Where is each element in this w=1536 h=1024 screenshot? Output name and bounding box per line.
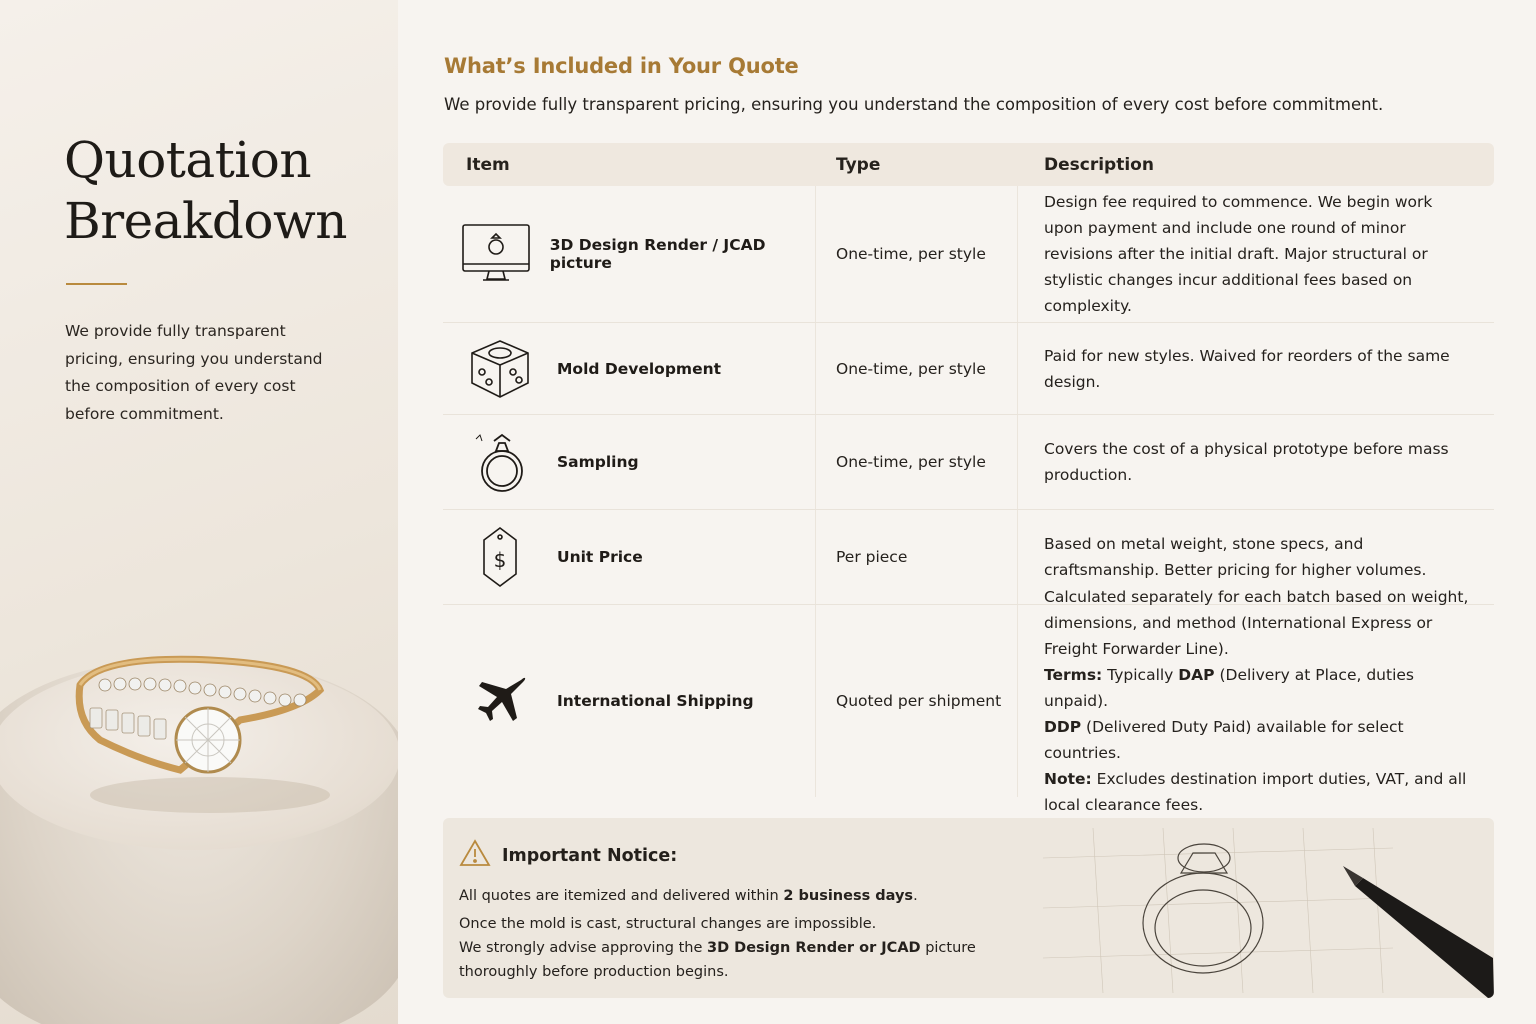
table-row — [443, 186, 1494, 323]
ring-photo — [60, 640, 360, 820]
notice-line-1-text: All quotes are itemized and delivered within — [459, 888, 784, 904]
notice-line-2: Once the mold is cast, structural changes are impossible. — [459, 916, 877, 932]
type-cell: Per piece — [816, 510, 1018, 604]
notice-line-1-bold: 2 business days — [783, 888, 914, 904]
svg-text:$: $ — [493, 548, 507, 572]
item-cell — [443, 323, 816, 414]
item-label: Sampling — [557, 453, 639, 471]
quote-table — [443, 143, 1494, 814]
dap-text: (Delivery at Place, duties unpaid). — [1044, 666, 1414, 710]
type-cell: One-time, per style — [816, 415, 1018, 509]
description-cell: Covers the cost of a physical prototype before mass production. — [1044, 440, 1449, 484]
ring-icon — [443, 431, 557, 493]
notice-line-1 — [459, 884, 979, 908]
section-subtitle: We provide fully transparent pricing, ensuring you understand the composition of every cost before commitment. — [444, 95, 1384, 114]
notice-line-3-text: We strongly advise approving the — [459, 940, 707, 956]
table-row — [443, 323, 1494, 415]
monitor-ring-icon — [443, 223, 550, 285]
notice-line-3-end: picture thoroughly before production begins. — [459, 940, 976, 980]
description-cell: Design fee required to commence. We begin work upon payment and include one round of minor revisions after the initial draft. Major structural or stylistic changes incur additional fees based on complexity. — [1044, 193, 1433, 315]
table-row — [443, 588, 1494, 814]
shipping-description: Calculated separately for each batch based on weight, dimensions, and method (International Express or Freight Forwarder Line). — [1044, 588, 1469, 658]
ring-sketch-illustration — [1033, 818, 1494, 998]
page-title — [64, 130, 384, 252]
notice-text — [459, 884, 979, 984]
notice-title: Important Notice: — [502, 846, 678, 866]
note-label: Note: — [1044, 770, 1092, 788]
dap-label: DAP — [1178, 666, 1215, 684]
item-label: International Shipping — [557, 692, 754, 710]
description-cell: Based on metal weight, stone specs, and craftsmanship. Better pricing for higher volumes. — [1044, 535, 1427, 579]
notice-line-3 — [459, 936, 979, 984]
intro-text: We provide fully transparent pricing, ensuring you understand the composition of every cost before commitment. — [65, 322, 323, 423]
ddp-text: (Delivered Duty Paid) available for select countries. — [1044, 718, 1404, 762]
item-label: Mold Development — [557, 359, 722, 378]
warning-icon — [459, 838, 491, 868]
mold-box-icon — [443, 338, 557, 400]
shipping-terms — [1044, 662, 1474, 714]
page-title-line2: Breakdown — [64, 192, 347, 250]
note-text: Excludes destination import duties, VAT, and all local clearance fees. — [1044, 770, 1467, 814]
notice-line-1-end: . — [913, 888, 918, 904]
description-cell: Paid for new styles. Waived for reorders of the same design. — [1044, 346, 1450, 391]
item-cell — [443, 186, 816, 322]
item-label: 3D Design Render / JCAD picture — [549, 236, 766, 272]
shipping-note — [1044, 766, 1474, 818]
ddp-label: DDP — [1044, 718, 1082, 736]
left-panel — [0, 0, 398, 1024]
type-cell: Quoted per shipment — [816, 605, 1018, 797]
title-divider — [66, 283, 127, 285]
column-header-description: Description — [1044, 154, 1154, 175]
column-header-item: Item — [466, 154, 510, 175]
terms-label: Terms: — [1044, 666, 1103, 684]
type-cell: One-time, per style — [816, 186, 1018, 322]
type-cell: One-time, per style — [816, 323, 1018, 414]
airplane-icon — [443, 674, 557, 728]
notice-line-3-bold: 3D Design Render or JCAD — [707, 940, 921, 956]
description-cell — [1018, 588, 1494, 814]
table-header — [443, 143, 1494, 186]
shipping-ddp — [1044, 714, 1474, 766]
item-cell — [443, 605, 816, 797]
important-notice — [443, 818, 1494, 998]
section-title: What’s Included in Your Quote — [444, 54, 799, 78]
item-cell — [443, 510, 816, 604]
item-cell — [443, 415, 816, 509]
terms-text: Typically — [1102, 666, 1179, 684]
item-label: Unit Price — [557, 548, 643, 566]
column-header-type: Type — [836, 154, 881, 175]
page-title-line1: Quotation — [64, 131, 312, 189]
table-row — [443, 415, 1494, 510]
price-tag-icon — [443, 525, 557, 589]
